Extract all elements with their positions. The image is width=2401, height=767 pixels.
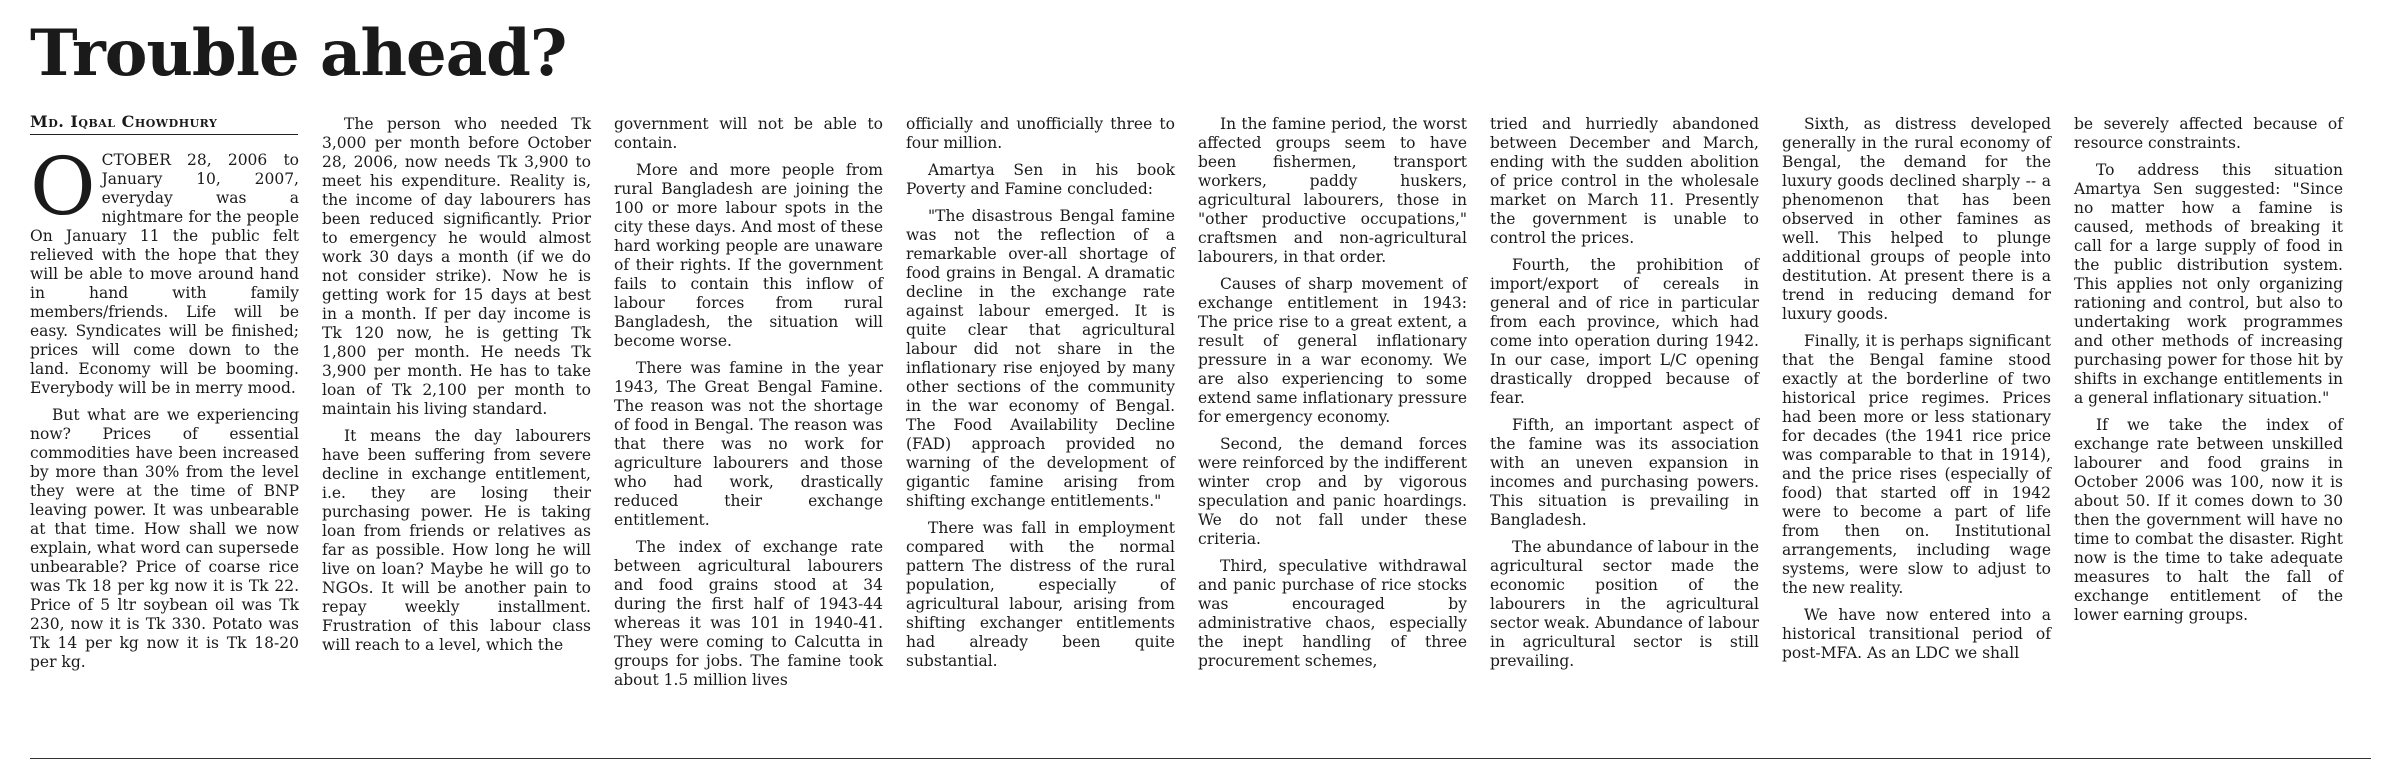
paragraph: We have now entered into a historical transitional period of post-MFA. As an LDC we shall: [1782, 606, 2051, 662]
lead-paragraph: [30, 140, 299, 398]
column-6: [1490, 115, 1759, 679]
paragraph: Sixth, as distress developed generally in the rural economy of Bengal, the demand for the luxury goods declined sharply -- a phenomenon that has been observed in other famines as well. This helped to plunge additional groups of people into destitution. At present there is a trend in reducing demand for luxury goods.: [1782, 115, 2051, 323]
column-1: [30, 140, 299, 680]
paragraph-continued: government will not be able to contain.: [614, 115, 883, 152]
column-2: [322, 115, 591, 663]
column-7: [1782, 115, 2051, 671]
paragraph: If we take the index of exchange rate between unskilled labourer and food grains in October 2006 was 100, now it is about 50. If it comes down to 30 then the government will have no time to combat the disaster. Right now is the time to take adequate measures to halt the fall of exchange entitlement of the lower earning groups.: [2074, 416, 2343, 624]
drop-cap: O: [30, 140, 96, 233]
paragraph: Amartya Sen in his book Poverty and Famine concluded:: [906, 161, 1175, 198]
paragraph: The abundance of labour in the agricultural sector made the economic position of the labourers in the agricultural sector weak. Abundance of labour in agricultural sector is still prevailing.: [1490, 538, 1759, 670]
paragraph: But what are we experiencing now? Prices of essential commodities have been increased by more than 30% from the level they were at the time of BNP leaving power. It was unbearable at that time. How shall we now explain, what word can supersede unbearable? Price of coarse rice was Tk 18 per kg now it is Tk 22. Price of 5 ltr soybean oil was Tk 230, now it is Tk 330. Potato was Tk 14 per kg now it is Tk 18-20 per kg.: [30, 406, 299, 671]
byline: Md. Iqbal Chowdhury: [30, 112, 298, 135]
column-8: [2074, 115, 2343, 633]
paragraph: Second, the demand forces were reinforced by the indifferent winter crop and by vigorous speculation and panic hoardings. We do not fall under these criteria.: [1198, 435, 1467, 548]
paragraph: There was fall in employment compared with the normal pattern The distress of the rural population, especially of agricultural labour, arising from shifting exchanger entitlements had already been quite substantial.: [906, 519, 1175, 670]
paragraph: The person who needed Tk 3,000 per month before October 28, 2006, now needs Tk 3,900 to meet his expenditure. Reality is, the income of day labourers has been reduced significantly. Prior to emergency he would almost work 30 days a month (if we do not consider strike). Now he is getting work for 15 days at best in a month. If per day income is Tk 120 now, he is getting Tk 1,800 per month. He needs Tk 3,900 per month. He has to take loan of Tk 2,100 per month to maintain his living standard.: [322, 115, 591, 418]
paragraph: The index of exchange rate between agricultural labourers and food grains stood at 34 during the first half of 1943-44 whereas it was 101 in 1940-41. They were coming to Calcutta in groups for jobs. The famine took about 1.5 million lives: [614, 538, 883, 689]
paragraph: Finally, it is perhaps significant that the Bengal famine stood exactly at the borderline of two historical price regimes. Prices had been more or less stationary for decades (the 1941 rice price was comparable to that in 1914), and the price rises (especially of food) that started off in 1942 were to become a part of life from then on. Institutional arrangements, including wage systems, were slow to adjust to the new reality.: [1782, 332, 2051, 597]
column-4: [906, 115, 1175, 679]
lead-text: CTOBER 28, 2006 to January 10, 2007, everyday was a nightmare for the people On January 11 the public felt relieved with the hope that they will be able to move around hand in hand with family members/friends. Life will be easy. Syndicates will be finished; prices will come down to the land. Economy will be booming. Everybody will be in merry mood.: [30, 151, 299, 397]
headline: Trouble ahead?: [30, 16, 567, 91]
paragraph: More and more people from rural Bangladesh are joining the 100 or more labour spots in the city these days. And most of these hard working people are unaware of their rights. If the government fails to contain this inflow of labour forces from rural Bangladesh, the situation will become worse.: [614, 161, 883, 350]
paragraph: It means the day labourers have been suffering from severe decline in exchange entitlement, i.e. they are losing their purchasing power. He is taking loan from friends or relatives as far as possible. How long he will live on loan? Maybe he will go to NGOs. It will be another pain to repay weekly installment. Frustration of this labour class will reach to a level, which the: [322, 427, 591, 654]
column-5: [1198, 115, 1467, 679]
column-3: [614, 115, 883, 698]
paragraph: Fourth, the prohibition of import/export of cereals in general and of rice in particular from each province, which had come into operation during 1942. In our case, import L/C opening drastically dropped because of fear.: [1490, 256, 1759, 407]
paragraph-continued: be severely affected because of resource constraints.: [2074, 115, 2343, 152]
paragraph-continued: tried and hurriedly abandoned between December and March, ending with the sudden abolition of price control in the wholesale market on March 11. Presently the government is unable to control the prices.: [1490, 115, 1759, 247]
paragraph: In the famine period, the worst affected groups seem to have been fishermen, transport workers, paddy huskers, agricultural labourers, those in "other productive occupations," craftsmen and non-agricultural labourers, in that order.: [1198, 115, 1467, 266]
paragraph: Third, speculative withdrawal and panic purchase of rice stocks was encouraged by administrative chaos, especially the inept handling of three procurement schemes,: [1198, 557, 1467, 670]
quote-paragraph: "The disastrous Bengal famine was not the reflection of a remarkable over-all shortage of food grains in Bengal. A dramatic decline in the exchange rate against labour emerged. It is quite clear that agricultural labour did not share in the inflationary rise enjoyed by many other sections of the community in the war economy of Bengal. The Food Availability Decline (FAD) approach provided no warning of the development of gigantic famine arising from shifting exchange entitlements.": [906, 207, 1175, 510]
paragraph-continued: officially and unofficially three to four million.: [906, 115, 1175, 152]
paragraph: There was famine in the year 1943, The Great Bengal Famine. The reason was not the shortage of food in Bengal. The reason was that there was no work for agriculture labourers and those who had work, drastically reduced their exchange entitlement.: [614, 359, 883, 529]
paragraph: Fifth, an important aspect of the famine was its association with an uneven expansion in incomes and purchasing powers. This situation is prevailing in Bangladesh.: [1490, 416, 1759, 529]
bottom-rule: [30, 758, 2371, 759]
paragraph: Causes of sharp movement of exchange entitlement in 1943: The price rise to a great extent, a result of general inflationary pressure in a war economy. We are also experiencing to some extend same inflationary pressure for emergency economy.: [1198, 275, 1467, 426]
paragraph: To address this situation Amartya Sen suggested: "Since no matter how a famine is caused, methods of breaking it call for a large supply of food in the public distribution system. This applies not only organizing rationing and control, but also to undertaking work programmes and other methods of increasing purchasing power for those hit by shifts in exchange entitlements in a general inflationary situation.": [2074, 161, 2343, 407]
